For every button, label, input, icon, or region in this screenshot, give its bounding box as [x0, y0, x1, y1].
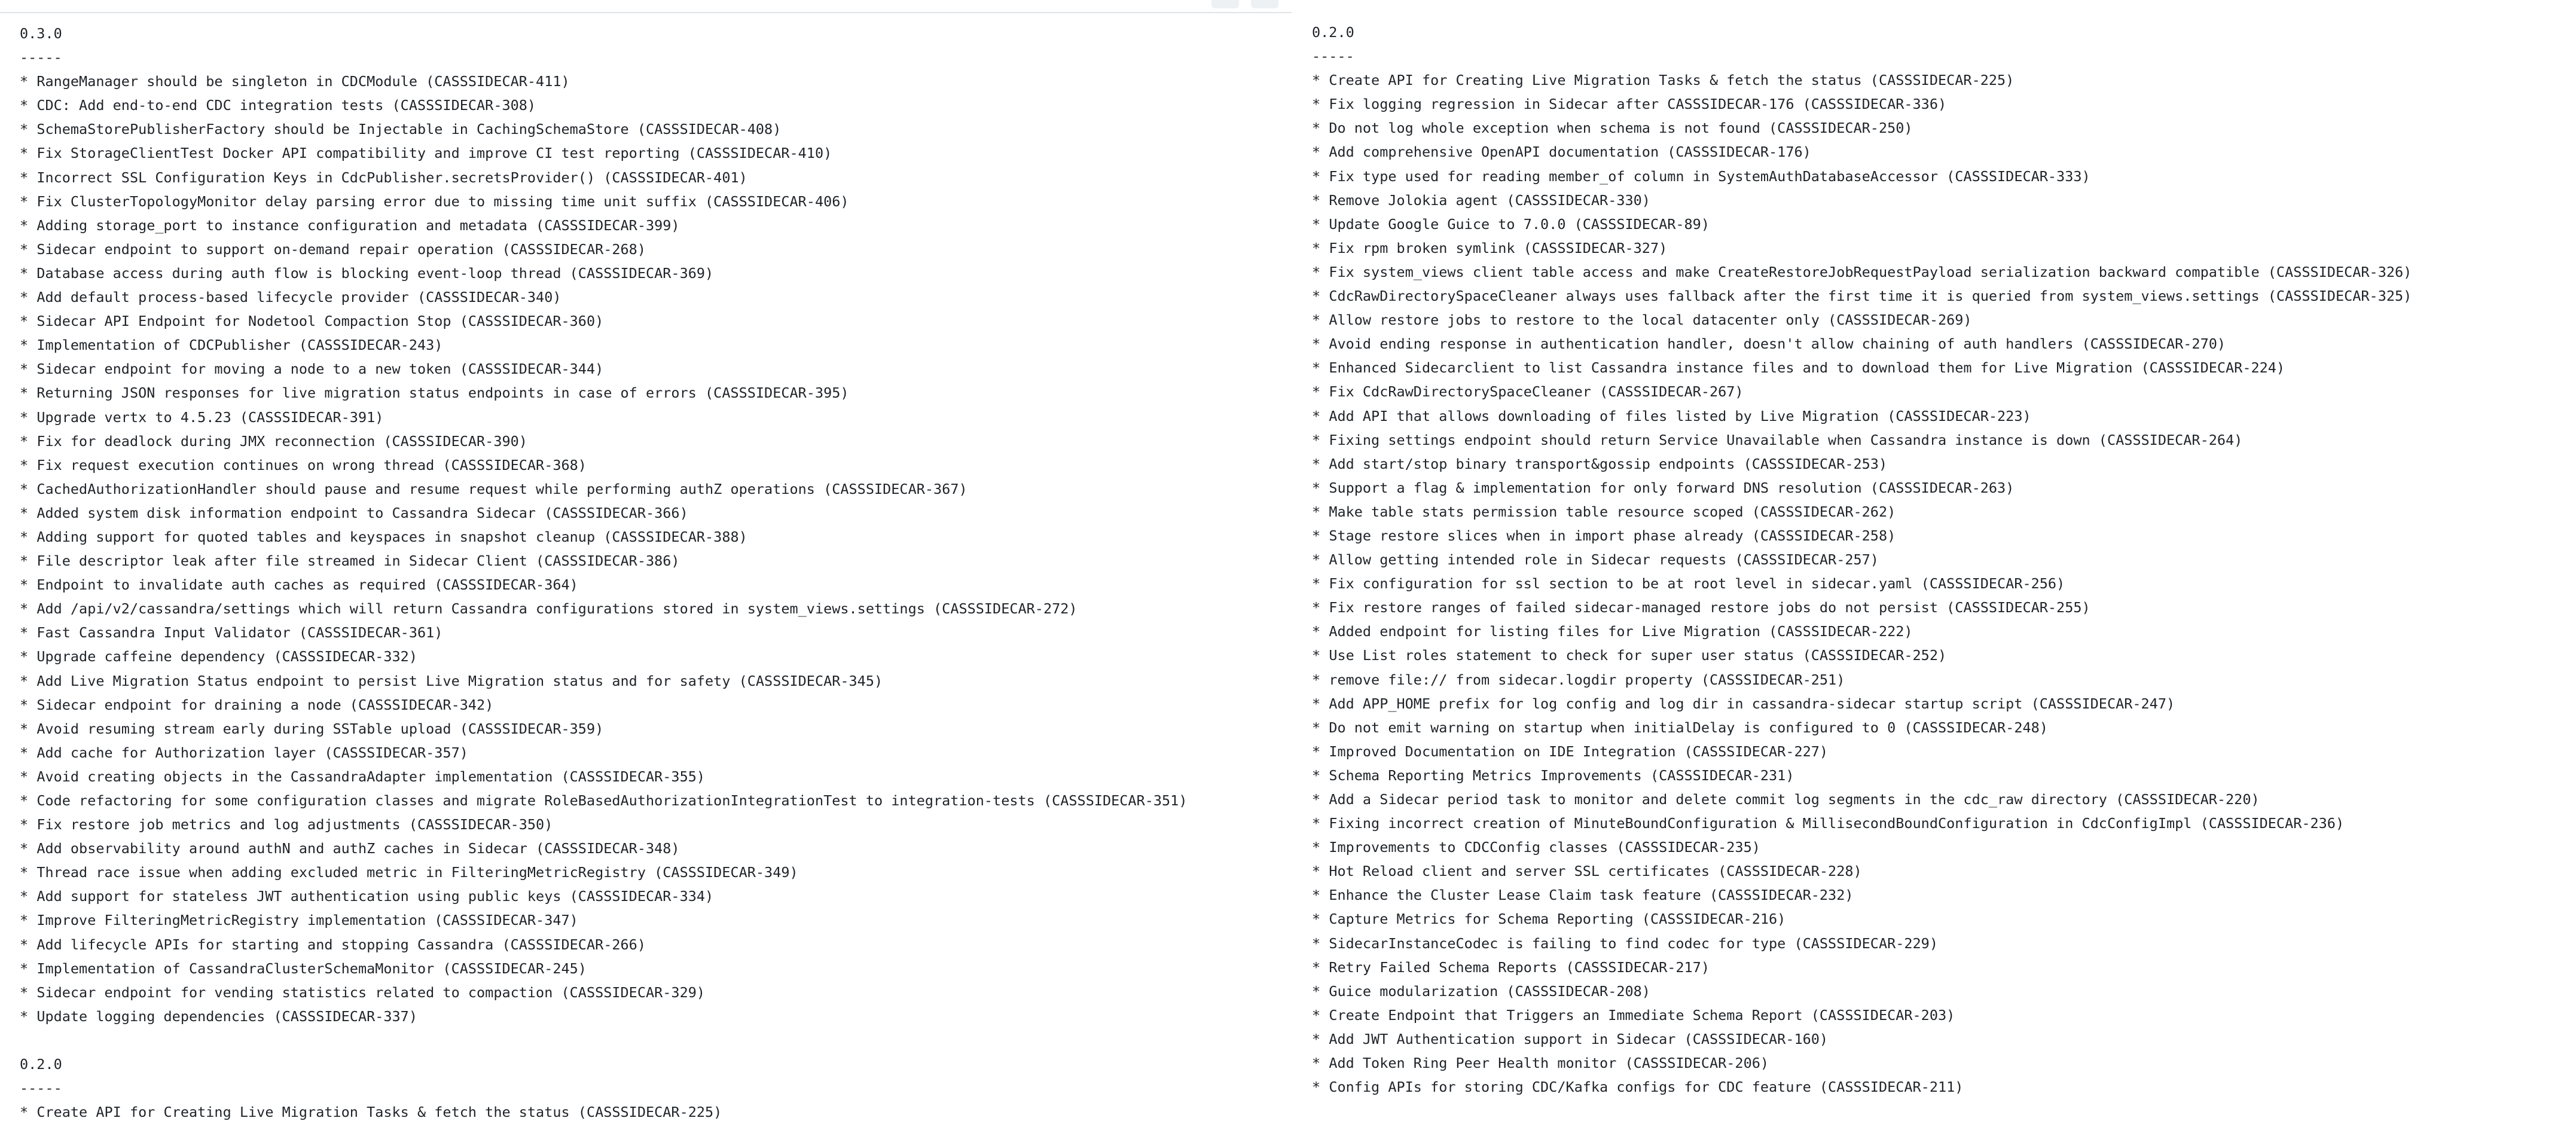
changelog-item — [1312, 188, 2412, 212]
bullet: * — [1312, 72, 1321, 89]
changelog-item-text: Create Endpoint that Triggers an Immediate Schema Report (CASSSIDECAR-203) — [1329, 1006, 1955, 1024]
changelog-item-text: Fix logging regression in Sidecar after CASSSIDECAR-176 (CASSSIDECAR-336) — [1329, 96, 1947, 113]
changes-text-right — [1312, 20, 2412, 1099]
changelog-item-text: Added endpoint for listing files for Live Migration (CASSSIDECAR-222) — [1329, 623, 1913, 640]
changelog-item-text: Support a flag & implementation for only forward DNS resolution (CASSSIDECAR-263) — [1329, 479, 2015, 496]
changelog-item-text: Add API that allows downloading of files listed by Live Migration (CASSSIDECAR-223) — [1329, 407, 2031, 424]
changelog-item — [20, 765, 1187, 789]
bullet: * — [20, 361, 29, 378]
bullet: * — [20, 600, 29, 618]
changelog-item — [20, 309, 1187, 333]
changelog-item — [1312, 212, 2412, 236]
changelog-item-text: remove file:// from sidecar.logdir property (CASSSIDECAR-251) — [1329, 671, 1845, 688]
bullet: * — [20, 216, 29, 234]
bullet: * — [20, 672, 29, 689]
changelog-item-text: Capture Metrics for Schema Reporting (CASSSIDECAR-216) — [1329, 911, 1786, 928]
changelog-item — [20, 333, 1187, 357]
changelog-item-text: Upgrade caffeine dependency (CASSSIDECAR-332) — [36, 648, 417, 665]
changelog-item-text: Make table stats permission table resource scoped (CASSSIDECAR-262) — [1329, 503, 1896, 520]
changelog-item — [20, 405, 1187, 429]
changelog-item-text: Hot Reload client and server SSL certificates (CASSSIDECAR-228) — [1329, 863, 1862, 880]
changelog-item-text: Stage restore slices when in import phase already (CASSSIDECAR-258) — [1329, 527, 1896, 544]
bullet: * — [1312, 407, 1321, 424]
changelog-item — [20, 1100, 1187, 1124]
changelog-item — [1312, 692, 2412, 716]
changelog-item — [20, 69, 1187, 93]
bullet: * — [20, 456, 29, 474]
changelog-item-text: Add support for stateless JWT authentication using public keys (CASSSIDECAR-334) — [36, 888, 714, 905]
version-heading: 0.2.0 — [20, 1056, 62, 1073]
bullet: * — [20, 912, 29, 929]
bullet: * — [20, 528, 29, 545]
changelog-item-text: Enhanced Sidecarclient to list Cassandra instance files and to download them for Live Migration (CASSSIDECAR-224) — [1329, 359, 2285, 377]
changelog-item-text: Enhance the Cluster Lease Claim task feature (CASSSIDECAR-232) — [1329, 887, 1854, 904]
changelog-item-text: Thread race issue when adding excluded metric in FilteringMetricRegistry (CASSSIDECAR-349) — [36, 864, 798, 881]
changelog-item-text: SchemaStorePublisherFactory should be Injectable in CachingSchemaStore (CASSSIDECAR-408) — [36, 121, 782, 138]
changelog-item — [20, 813, 1187, 836]
bullet: * — [20, 744, 29, 761]
version-underline: ----- — [1312, 48, 1354, 65]
changelog-item — [20, 1004, 1187, 1028]
changelog-item-text: Endpoint to invalidate auth caches as required (CASSSIDECAR-364) — [36, 576, 578, 594]
changelog-item — [20, 453, 1187, 477]
bullet: * — [20, 97, 29, 114]
changelog-item-text: Allow restore jobs to restore to the local datacenter only (CASSSIDECAR-269) — [1329, 311, 1972, 329]
changelog-item-text: Fast Cassandra Input Validator (CASSSIDECAR-361) — [36, 624, 443, 642]
changelog-item — [20, 836, 1187, 860]
changelog-item-text: Add JWT Authentication support in Sidecar (CASSSIDECAR-160) — [1329, 1030, 1829, 1047]
bullet: * — [1312, 958, 1321, 976]
bullet: * — [1312, 647, 1321, 664]
changelog-item-text: Improvements to CDCConfig classes (CASSSIDECAR-235) — [1329, 839, 1760, 856]
changelog-item — [1312, 284, 2412, 308]
changelog-item-text: Avoid resuming stream early during SSTable upload (CASSSIDECAR-359) — [36, 720, 604, 737]
changelog-item — [20, 166, 1187, 190]
bullet: * — [1312, 1055, 1321, 1072]
bullet: * — [1312, 863, 1321, 880]
bullet: * — [20, 792, 29, 809]
changelog-item-text: CdcRawDirectorySpaceCleaner always uses fallback after the first time it is queried from system_views.settings (CASSSIDECAR-325) — [1329, 288, 2412, 305]
changelog-item — [1312, 668, 2412, 692]
changelog-item-text: Code refactoring for some configuration classes and migrate RoleBasedAuthorizationIntegrationTest to integration-tests (CASSSIDECAR-351) — [36, 792, 1188, 809]
changelog-item — [1312, 931, 2412, 955]
bullet: * — [20, 504, 29, 521]
bullet: * — [1312, 551, 1321, 569]
changelog-item — [1312, 524, 2412, 548]
bullet: * — [1312, 311, 1321, 329]
changelog-item-text: Sidecar endpoint for moving a node to a new token (CASSSIDECAR-344) — [36, 361, 604, 378]
bullet: * — [1312, 191, 1321, 209]
bullet: * — [1312, 1006, 1321, 1024]
changelog-item — [20, 908, 1187, 932]
bullet: * — [20, 552, 29, 570]
header-button[interactable] — [1211, 0, 1239, 8]
changelog-item-text: Improve FilteringMetricRegistry implementation (CASSSIDECAR-347) — [36, 912, 578, 929]
changelog-item-text: Fix for deadlock during JMX reconnection (CASSSIDECAR-390) — [36, 432, 527, 450]
bullet: * — [20, 1007, 29, 1025]
changelog-item — [1312, 1027, 2412, 1051]
bullet: * — [1312, 1030, 1321, 1047]
bullet: * — [20, 816, 29, 833]
changelog-item-text: Add observability around authN and authZ caches in Sidecar (CASSSIDECAR-348) — [36, 840, 680, 857]
bullet: * — [1312, 143, 1321, 161]
bullet: * — [20, 313, 29, 330]
changelog-item-text: Add start/stop binary transport&gossip endpoints (CASSSIDECAR-253) — [1329, 455, 1888, 472]
bullet: * — [1312, 120, 1321, 137]
changelog-item — [1312, 643, 2412, 667]
bullet: * — [1312, 599, 1321, 616]
bullet: * — [1312, 982, 1321, 1000]
changelog-item — [1312, 1051, 2412, 1075]
changelog-item-text: Sidecar endpoint for vending statistics related to compaction (CASSSIDECAR-329) — [36, 984, 706, 1001]
changelog-item — [1312, 619, 2412, 643]
changes-pane-right — [1292, 0, 2576, 1106]
changelog-item — [1312, 907, 2412, 931]
bullet: * — [20, 337, 29, 354]
bullet: * — [1312, 934, 1321, 952]
bullet: * — [20, 193, 29, 210]
bullet: * — [1312, 479, 1321, 496]
changelog-item-text: Adding storage_port to instance configuration and metadata (CASSSIDECAR-399) — [36, 216, 680, 234]
changelog-item — [1312, 332, 2412, 356]
changelog-list — [1312, 68, 2412, 1099]
bullet: * — [1312, 743, 1321, 760]
changelog-item-text: Incorrect SSL Configuration Keys in CdcPublisher.secretsProvider() (CASSSIDECAR-401) — [36, 169, 747, 186]
changelog-item — [20, 381, 1187, 405]
bullet: * — [1312, 575, 1321, 592]
bullet: * — [1312, 719, 1321, 736]
changelog-item-text: Add Token Ring Peer Health monitor (CASSSIDECAR-206) — [1329, 1055, 1769, 1072]
version-heading: 0.2.0 — [1312, 24, 1354, 41]
bullet: * — [20, 888, 29, 905]
bullet: * — [20, 432, 29, 450]
changelog-item — [1312, 308, 2412, 332]
changelog-item — [1312, 835, 2412, 859]
bullet: * — [1312, 839, 1321, 856]
changelog-item-text: Add /api/v2/cassandra/settings which will return Cassandra configurations stored in system_views.settings (CASSSIDECAR-272) — [36, 600, 1078, 618]
changelog-item — [20, 693, 1187, 717]
changelog-item — [1312, 979, 2412, 1003]
changelog-item-text: Update logging dependencies (CASSSIDECAR-337) — [36, 1007, 417, 1025]
changelog-item — [1312, 356, 2412, 380]
bullet: * — [20, 696, 29, 713]
bullet: * — [1312, 1079, 1321, 1096]
bullet: * — [20, 624, 29, 642]
changelog-item-text: Adding support for quoted tables and keyspaces in snapshot cleanup (CASSSIDECAR-388) — [36, 528, 747, 545]
bullet: * — [20, 169, 29, 186]
changelog-item — [20, 717, 1187, 741]
changelog-item-text: Fix rpm broken symlink (CASSSIDECAR-327) — [1329, 239, 1668, 256]
bullet: * — [20, 289, 29, 306]
changelog-item-text: Do not log whole exception when schema is not found (CASSSIDECAR-250) — [1329, 120, 1913, 137]
bullet: * — [20, 121, 29, 138]
changelog-item-text: Use List roles statement to check for super user status (CASSSIDECAR-252) — [1329, 647, 1947, 664]
changelog-item-text: Fix request execution continues on wrong thread (CASSSIDECAR-368) — [36, 456, 587, 474]
changelog-item — [1312, 404, 2412, 428]
changelog-item — [20, 525, 1187, 549]
changelog-item — [1312, 716, 2412, 740]
bullet: * — [1312, 766, 1321, 784]
changelog-item — [20, 645, 1187, 668]
changelog-item-text: Fix CdcRawDirectorySpaceCleaner (CASSSIDECAR-267) — [1329, 383, 1744, 401]
file-header-bar — [0, 0, 1292, 13]
changelog-item-text: Avoid ending response in authentication handler, doesn't allow chaining of auth handlers (CASSSIDECAR-270) — [1329, 335, 2226, 353]
changelog-item-text: Add APP_HOME prefix for log config and log dir in cassandra-sidecar startup script (CASSSIDECAR-247) — [1329, 695, 2175, 712]
changelog-item — [20, 501, 1187, 525]
changelog-item-text: Config APIs for storing CDC/Kafka configs for CDC feature (CASSSIDECAR-211) — [1329, 1079, 1964, 1096]
changelog-item — [1312, 92, 2412, 116]
changelog-item-text: Add comprehensive OpenAPI documentation (CASSSIDECAR-176) — [1329, 143, 1811, 161]
changelog-item — [20, 213, 1187, 237]
bullet: * — [20, 408, 29, 426]
bullet: * — [20, 145, 29, 162]
changelog-item-text: Fix system_views client table access and make CreateRestoreJobRequestPayload serialization backward compatible (CASSSIDECAR-326) — [1329, 263, 2412, 280]
changelog-item-text: Add Live Migration Status endpoint to persist Live Migration status and for safety (CASSSIDECAR-345) — [36, 672, 883, 689]
changelog-item — [1312, 164, 2412, 188]
changelog-item — [20, 884, 1187, 908]
changelog-item-text: Fix StorageClientTest Docker API compatibility and improve CI test reporting (CASSSIDECAR-410) — [36, 145, 832, 162]
changelog-item-text: Added system disk information endpoint to Cassandra Sidecar (CASSSIDECAR-366) — [36, 504, 688, 521]
bullet: * — [1312, 815, 1321, 832]
changelog-item — [1312, 811, 2412, 835]
bullet: * — [20, 720, 29, 737]
bullet: * — [1312, 167, 1321, 185]
version-underline: ----- — [20, 1080, 62, 1097]
changelog-item — [20, 981, 1187, 1004]
changelog-item-text: Sidecar endpoint to support on-demand repair operation (CASSSIDECAR-268) — [36, 240, 646, 258]
bullet: * — [1312, 455, 1321, 472]
changelog-item — [1312, 955, 2412, 979]
changelog-item-text: CachedAuthorizationHandler should pause and resume request while performing authZ operations (CASSSIDECAR-367) — [36, 480, 967, 497]
changelog-item-text: Fix configuration for ssl section to be at root level in sidecar.yaml (CASSSIDECAR-256) — [1329, 575, 2065, 592]
changelog-item-text: Fix restore ranges of failed sidecar-managed restore jobs do not persist (CASSSIDECAR-255) — [1329, 599, 2090, 616]
changelog-item — [20, 741, 1187, 765]
changelog-item — [20, 621, 1187, 645]
bullet: * — [20, 480, 29, 497]
changelog-item-text: Add a Sidecar period task to monitor and delete commit log segments in the cdc_raw directory (CASSSIDECAR-220) — [1329, 791, 2260, 808]
changelog-item-text: Database access during auth flow is blocking event-loop thread (CASSSIDECAR-369) — [36, 264, 714, 282]
changelog-item — [20, 190, 1187, 213]
changelog-item-text: Create API for Creating Live Migration Tasks & fetch the status (CASSSIDECAR-225) — [1329, 72, 2015, 89]
changelog-item — [20, 549, 1187, 573]
bullet: * — [20, 768, 29, 785]
changelog-item-text: Create API for Creating Live Migration Tasks & fetch the status (CASSSIDECAR-225) — [36, 1104, 722, 1121]
changes-text-left — [20, 22, 1187, 1124]
bullet: * — [1312, 359, 1321, 377]
bullet: * — [20, 648, 29, 665]
bullet: * — [1312, 671, 1321, 688]
bullet: * — [1312, 887, 1321, 904]
changelog-item-text: Fix ClusterTopologyMonitor delay parsing error due to missing time unit suffix (CASSSIDECAR-406) — [36, 193, 849, 210]
bullet: * — [20, 840, 29, 857]
bullet: * — [20, 960, 29, 977]
changelog-item-text: Fix type used for reading member_of column in SystemAuthDatabaseAccessor (CASSSIDECAR-333) — [1329, 167, 2090, 185]
changelog-item-text: Guice modularization (CASSSIDECAR-208) — [1329, 982, 1650, 1000]
changelog-item — [1312, 428, 2412, 452]
changelog-item-text: Upgrade vertx to 4.5.23 (CASSSIDECAR-391) — [36, 408, 384, 426]
bullet: * — [1312, 431, 1321, 448]
bullet: * — [20, 864, 29, 881]
changelog-item-text: CDC: Add end-to-end CDC integration tests (CASSSIDECAR-308) — [36, 97, 536, 114]
changelog-item — [20, 141, 1187, 165]
changelog-item — [1312, 380, 2412, 404]
bullet: * — [1312, 911, 1321, 928]
changelog-item-text: Retry Failed Schema Reports (CASSSIDECAR-217) — [1329, 958, 1710, 976]
changelog-item — [20, 573, 1187, 597]
changelog-item-text: Update Google Guice to 7.0.0 (CASSSIDECAR-89) — [1329, 215, 1710, 233]
bullet: * — [1312, 383, 1321, 401]
changelog-list — [20, 69, 1187, 1028]
changelog-item — [1312, 1075, 2412, 1099]
bullet: * — [20, 73, 29, 90]
changelog-item — [20, 261, 1187, 285]
changelog-item — [20, 477, 1187, 501]
changelog-item — [1312, 236, 2412, 260]
bullet: * — [1312, 527, 1321, 544]
bullet: * — [1312, 335, 1321, 353]
changelog-item-text: Fixing incorrect creation of MinuteBoundConfiguration & MillisecondBoundConfiguration in CdcConfigImpl (CASSSIDECAR-236) — [1329, 815, 2345, 832]
changelog-item — [1312, 548, 2412, 572]
changelog-item-text: Returning JSON responses for live migration status endpoints in case of errors (CASSSIDECAR-395) — [36, 384, 849, 402]
header-button[interactable] — [1251, 0, 1278, 8]
changelog-item — [20, 357, 1187, 381]
changelog-item — [1312, 476, 2412, 500]
changelog-item — [1312, 116, 2412, 140]
changelog-item — [1312, 452, 2412, 476]
changelog-item-text: RangeManager should be singleton in CDCModule (CASSSIDECAR-411) — [36, 73, 570, 90]
changelog-item — [1312, 859, 2412, 883]
changelog-item — [20, 285, 1187, 309]
changelog-item-text: Allow getting intended role in Sidecar requests (CASSSIDECAR-257) — [1329, 551, 1879, 569]
bullet: * — [20, 984, 29, 1001]
changelog-item-text: File descriptor leak after file streamed in Sidecar Client (CASSSIDECAR-386) — [36, 552, 680, 570]
changelog-item — [1312, 140, 2412, 164]
changelog-item — [1312, 787, 2412, 811]
bullet: * — [1312, 791, 1321, 808]
changelog-item — [20, 669, 1187, 693]
changelog-item — [20, 237, 1187, 261]
version-heading: 0.3.0 — [20, 25, 62, 42]
changelog-item-text: SidecarInstanceCodec is failing to find codec for type (CASSSIDECAR-229) — [1329, 934, 1938, 952]
bullet: * — [20, 240, 29, 258]
changelog-item-text: Implementation of CassandraClusterSchemaMonitor (CASSSIDECAR-245) — [36, 960, 587, 977]
changelog-item — [20, 860, 1187, 884]
changelog-item — [1312, 595, 2412, 619]
bullet: * — [20, 264, 29, 282]
changelog-item-text: Do not emit warning on startup when initialDelay is configured to 0 (CASSSIDECAR-248) — [1329, 719, 2048, 736]
bullet: * — [20, 936, 29, 953]
bullet: * — [1312, 288, 1321, 305]
changelog-item — [1312, 763, 2412, 787]
bullet: * — [1312, 239, 1321, 256]
changelog-item — [20, 597, 1187, 621]
changelog-item — [1312, 1003, 2412, 1027]
changelog-item-text: Add lifecycle APIs for starting and stopping Cassandra (CASSSIDECAR-266) — [36, 936, 646, 953]
changelog-item — [20, 429, 1187, 453]
bullet: * — [20, 384, 29, 402]
bullet: * — [1312, 623, 1321, 640]
changelog-item — [1312, 260, 2412, 284]
changelog-item — [1312, 740, 2412, 763]
version-underline: ----- — [20, 49, 62, 66]
bullet: * — [1312, 503, 1321, 520]
bullet: * — [1312, 695, 1321, 712]
changelog-item-text: Sidecar API Endpoint for Nodetool Compaction Stop (CASSSIDECAR-360) — [36, 313, 604, 330]
bullet: * — [1312, 215, 1321, 233]
bullet: * — [1312, 96, 1321, 113]
changelog-item — [20, 93, 1187, 117]
changelog-item — [1312, 572, 2412, 595]
changelog-item — [1312, 500, 2412, 524]
changelog-item-text: Improved Documentation on IDE Integration (CASSSIDECAR-227) — [1329, 743, 1829, 760]
changelog-item — [20, 117, 1187, 141]
changelog-item-text: Schema Reporting Metrics Improvements (CASSSIDECAR-231) — [1329, 766, 1794, 784]
bullet: * — [20, 576, 29, 594]
changelog-item-text: Implementation of CDCPublisher (CASSSIDECAR-243) — [36, 337, 443, 354]
changelog-item — [1312, 68, 2412, 92]
changelog-item-text: Sidecar endpoint for draining a node (CASSSIDECAR-342) — [36, 696, 494, 713]
bullet: * — [20, 1104, 29, 1121]
changelog-item — [20, 957, 1187, 981]
changelog-item — [20, 933, 1187, 957]
changelog-item — [1312, 883, 2412, 907]
bullet: * — [1312, 263, 1321, 280]
changelog-item-text: Fixing settings endpoint should return Service Unavailable when Cassandra instance is down (CASSSIDECAR-264) — [1329, 431, 2243, 448]
changelog-item-text: Fix restore job metrics and log adjustments (CASSSIDECAR-350) — [36, 816, 553, 833]
changelog-item — [20, 789, 1187, 813]
changelog-item-text: Remove Jolokia agent (CASSSIDECAR-330) — [1329, 191, 1650, 209]
changelog-item-text: Add cache for Authorization layer (CASSSIDECAR-357) — [36, 744, 468, 761]
changelog-item-text: Add default process-based lifecycle provider (CASSSIDECAR-340) — [36, 289, 561, 306]
changelog-item-text: Avoid creating objects in the CassandraAdapter implementation (CASSSIDECAR-355) — [36, 768, 706, 785]
